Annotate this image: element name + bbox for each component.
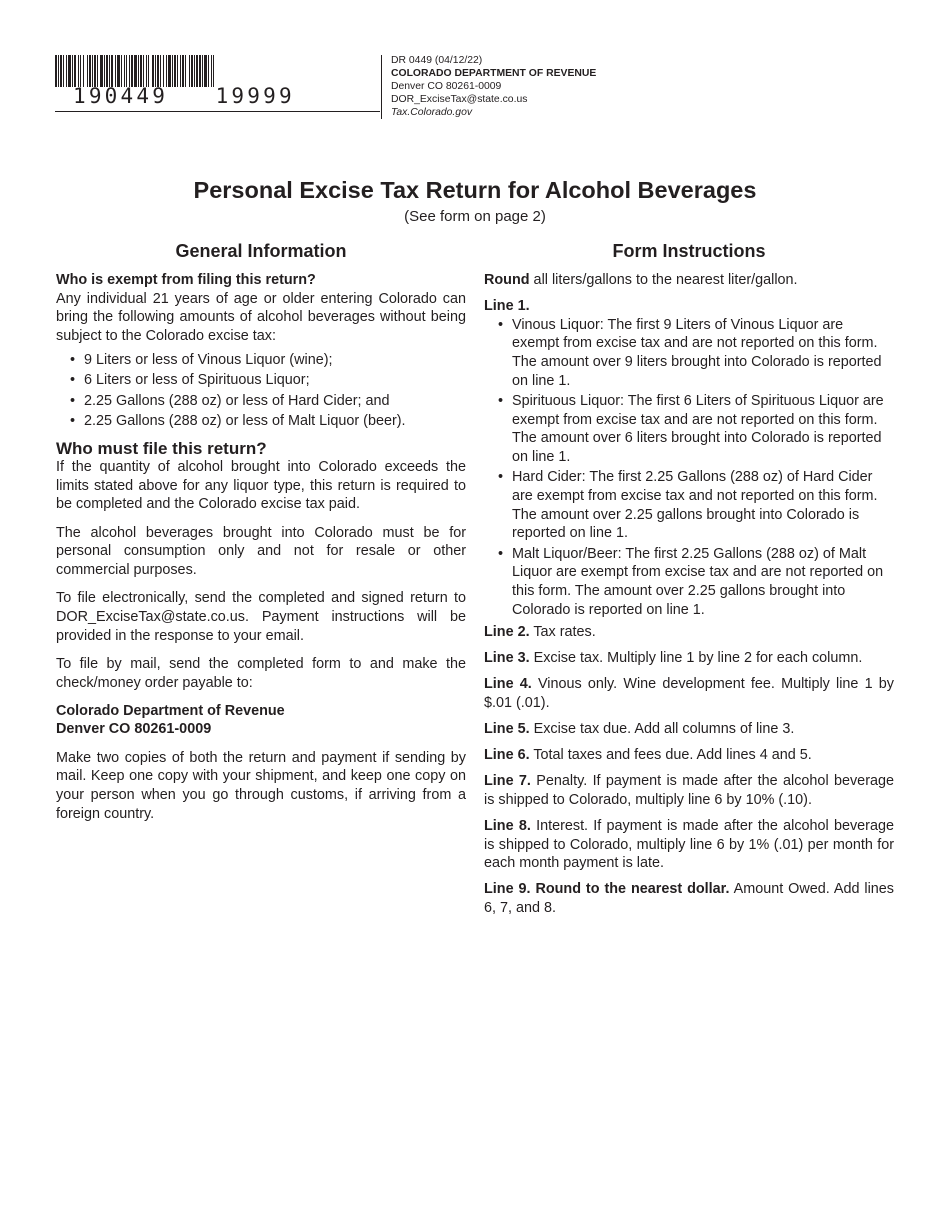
electronic-filing-text: To file electronically, send the completed and signed return to DOR_ExciseTax@state.co.us. Payment instructions will be provided in the response to your email. (56, 590, 466, 644)
barcode-bar (182, 55, 184, 87)
form-id: DR 0449 (04/12/22) (391, 55, 483, 66)
exempt-heading: Who is exempt from filing this return? (56, 272, 316, 288)
barcode-bar (208, 55, 209, 87)
barcode-bar (213, 55, 214, 87)
barcode-bar (157, 55, 159, 87)
barcode-bar (121, 55, 122, 87)
mail-address-line-2: Denver CO 80261-0009 (56, 721, 212, 738)
barcode-bar (104, 55, 105, 87)
barcode-bar (97, 55, 98, 87)
barcode-bar (189, 55, 190, 87)
line3-instruction (484, 649, 894, 668)
barcode-bar (204, 55, 207, 87)
barcode-bar (111, 55, 113, 87)
line-text: Tax rates. (529, 624, 596, 641)
line-label: Line 5. (484, 721, 530, 738)
barcode-bar (117, 55, 120, 87)
barcode-bar (160, 55, 161, 87)
barcode-bar (163, 55, 164, 87)
agency-email: DOR_ExciseTax@state.co.us (391, 94, 528, 105)
barcode-bar (166, 55, 167, 87)
barcode-bar (83, 55, 84, 87)
line-label: Line 2. (484, 624, 530, 641)
line-text: Vinous only. Wine development fee. Multiply line 1 by $.01 (.01). (484, 676, 894, 712)
mail-filing-text: To file by mail, send the completed form to and make the check/money order payable to: (56, 655, 466, 691)
line7-instruction (484, 772, 894, 809)
line4-instruction (484, 675, 894, 712)
copies-text: Make two copies of both the return and payment if sending by mail. Keep one copy with your shipment, and keep one copy on your person when you go through customs, if arriving from a foreign country. (56, 749, 466, 822)
line1-item: • Spirituous Liquor: The first 6 Liters of Spirituous Liquor are exempt from excise tax and are not reported on this form. The amount over 6 liters brought into Colorado is reported on line 1. (484, 392, 894, 467)
line-text: Interest. If payment is made after the alcohol beverage is shipped to Colorado, multiply line 6 by 1% (.01) per month for each month payment is late. (484, 817, 894, 872)
line-label: Line 3. (484, 650, 530, 667)
barcode-bar (124, 55, 125, 87)
barcode-bars (55, 55, 325, 87)
barcode-bar (194, 55, 195, 87)
barcode (55, 55, 380, 112)
barcode-bar (89, 55, 91, 87)
barcode-bar (78, 55, 79, 87)
general-information-section (56, 240, 466, 833)
barcode-bar (196, 55, 198, 87)
barcode-bar (168, 55, 171, 87)
form-instructions-heading: Form Instructions (612, 241, 766, 261)
barcode-bar (63, 55, 64, 87)
line1-list (484, 316, 894, 620)
line-text: Penalty. If payment is made after the alcohol beverage is shipped to Colorado, multiply line 6 by 10% (.10). (484, 773, 894, 808)
barcode-bar (94, 55, 96, 87)
exempt-list (56, 351, 466, 431)
barcode-bar (172, 55, 173, 87)
round-instruction (484, 271, 894, 290)
barcode-bar (177, 55, 178, 87)
agency-website: Tax.Colorado.gov (391, 107, 473, 118)
line-text: Amount Owed. Add lines 6, 7, and 8. (484, 881, 894, 916)
agency-name: COLORADO DEPARTMENT OF REVENUE (391, 68, 597, 79)
barcode-bar (72, 55, 73, 87)
exempt-item: • 2.25 Gallons (288 oz) or less of Hard Cider; and (56, 392, 466, 411)
barcode-bar (185, 55, 186, 87)
barcode-bar (58, 55, 59, 87)
round-text: all liters/gallons to the nearest liter/gallon. (529, 272, 798, 288)
agency-address: Denver CO 80261-0009 (391, 81, 502, 92)
barcode-bar (174, 55, 176, 87)
barcode-bar (115, 55, 116, 87)
barcode-number: 190449 19999 (73, 84, 295, 108)
page-subtitle: (See form on page 2) (404, 208, 546, 225)
must-file-heading: Who must file this return? (56, 439, 267, 459)
line1-label: Line 1. (484, 298, 530, 314)
barcode-bar (131, 55, 133, 87)
barcode-bar (55, 55, 57, 87)
line-text: Excise tax due. Add all columns of line 3. (529, 721, 795, 738)
barcode-bar (155, 55, 156, 87)
header-divider (381, 55, 382, 119)
barcode-bar (138, 55, 139, 87)
line-label: Line 4. (484, 676, 532, 693)
form-instructions-section (484, 240, 894, 925)
barcode-bar (74, 55, 76, 87)
line8-instruction (484, 817, 894, 873)
must-file-text: If the quantity of alcohol brought into Colorado exceeds the limits stated above for any liquor type, this return is required to be completed and the Colorado excise tax paid. (56, 459, 466, 513)
barcode-bar (68, 55, 71, 87)
personal-use-text: The alcohol beverages brought into Colorado must be for personal consumption only and not for resale or other commercial purposes. (56, 524, 466, 579)
barcode-bar (129, 55, 130, 87)
barcode-bar (66, 55, 67, 87)
line-label: Line 9. Round to the nearest dollar. (484, 881, 730, 898)
line1-item: • Hard Cider: The first 2.25 Gallons (288 oz) of Hard Cider are exempt from excise tax and not reported on this form. The amount over 2.25 gallons brought into Colorado is reported on line 1. (484, 468, 894, 543)
barcode-bar (191, 55, 193, 87)
barcode-bar (100, 55, 103, 87)
barcode-bar (202, 55, 203, 87)
barcode-bar (80, 55, 81, 87)
barcode-bar (180, 55, 181, 87)
barcode-bar (109, 55, 110, 87)
barcode-bar (152, 55, 154, 87)
exempt-item: • 2.25 Gallons (288 oz) or less of Malt Liquor (beer). (56, 412, 466, 431)
line-label: Line 7. (484, 773, 531, 790)
exempt-item: • 6 Liters or less of Spirituous Liquor; (56, 371, 466, 390)
line2-instruction (484, 623, 894, 642)
agency-info (391, 54, 596, 119)
line9-instruction (484, 880, 894, 917)
line1-item: • Vinous Liquor: The first 9 Liters of Vinous Liquor are exempt from excise tax and are not reported on this form. The amount over 9 liters brought into Colorado is reported on line 1. (484, 316, 894, 391)
barcode-bar (60, 55, 62, 87)
line-text: Excise tax. Multiply line 1 by line 2 for each column. (529, 650, 863, 667)
barcode-bar (143, 55, 144, 87)
exempt-item: • 9 Liters or less of Vinous Liquor (wine); (56, 351, 466, 370)
general-information-heading: General Information (175, 241, 347, 261)
barcode-bar (140, 55, 142, 87)
round-label: Round (484, 272, 530, 288)
mail-address-line-1: Colorado Department of Revenue (56, 702, 285, 719)
exempt-text: Any individual 21 years of age or older entering Colorado can bring the following amounts of alcohol beverages without being subject to the Colorado excise tax: (56, 290, 466, 345)
barcode-bar (148, 55, 149, 87)
barcode-bar (199, 55, 201, 87)
line-label: Line 8. (484, 817, 531, 834)
barcode-bar (92, 55, 93, 87)
line-text: Total taxes and fees due. Add lines 4 and 5. (529, 747, 812, 764)
line5-instruction (484, 720, 894, 739)
barcode-bar (146, 55, 147, 87)
line6-instruction (484, 746, 894, 765)
line1-item: • Malt Liquor/Beer: The first 2.25 Gallons (288 oz) of Malt Liquor are exempt from excise tax and are not reported on this form. The amount over 2.25 gallons brought into Colorado is reported on line 1. (484, 545, 894, 620)
barcode-bar (134, 55, 137, 87)
line-label: Line 6. (484, 747, 530, 764)
barcode-bar (126, 55, 127, 87)
barcode-bar (87, 55, 88, 87)
barcode-bar (211, 55, 212, 87)
barcode-bar (106, 55, 108, 87)
page-title: Personal Excise Tax Return for Alcohol Beverages (193, 177, 757, 203)
